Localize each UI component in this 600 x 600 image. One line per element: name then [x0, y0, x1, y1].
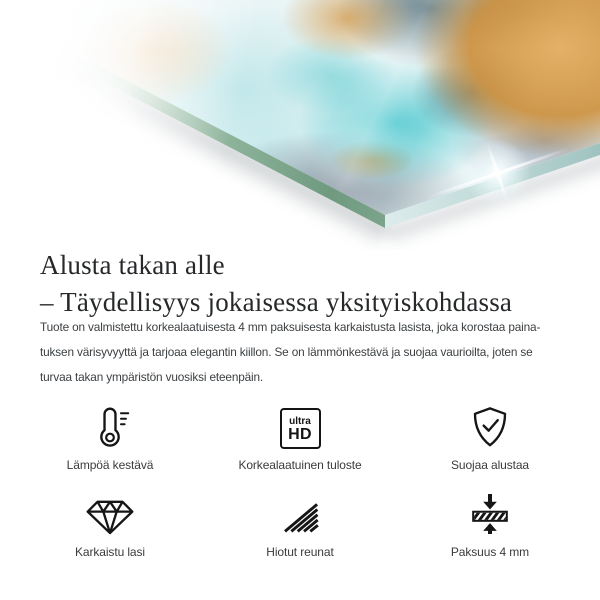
description-line: turvaa takan ympäristön vuosiksi eteenpäin.: [40, 370, 264, 384]
feature-heat-resistant: [15, 402, 205, 472]
feature-thickness: [395, 489, 585, 559]
feature-print-quality: [205, 402, 395, 472]
page-title-line2: – Täydellisyys jokaisessa yksityiskohdassa: [40, 287, 513, 318]
product-description: [40, 315, 592, 390]
page-title: [40, 247, 592, 321]
page-title-line1: Alusta takan alle: [40, 250, 225, 281]
feature-grid: [15, 402, 585, 559]
ultra-hd-icon: ultra HD: [280, 408, 321, 449]
feature-label: Hiotut reunat: [266, 545, 334, 559]
product-image: [0, 0, 600, 250]
feature-label: Lämpöä kestävä: [66, 458, 154, 472]
feature-label: Korkealaatuinen tuloste: [238, 458, 362, 472]
feature-label: Paksuus 4 mm: [450, 545, 530, 559]
thermometer-icon: [89, 405, 131, 449]
description-line: Tuote on valmistettu korkealaatuisesta 4 mm paksuisesta karkaistusta lasista, joka korostaa paina-: [40, 320, 541, 334]
feature-ground-edges: [205, 489, 395, 559]
feature-label: Karkaistu lasi: [75, 545, 145, 559]
thickness-icon: [470, 492, 510, 536]
feature-protects-surface: [395, 402, 585, 472]
feature-tempered-glass: [15, 489, 205, 559]
beveled-edge-icon: [278, 496, 322, 536]
shield-check-icon: [470, 405, 510, 449]
feature-label: Suojaa alustaa: [451, 458, 529, 472]
description-line: tuksen värisyvyyttä ja tarjoaa elegantin kiillon. Se on lämmönkestävä ja suojaa vaurioilta, joten se: [40, 345, 533, 359]
diamond-icon: [85, 498, 135, 536]
